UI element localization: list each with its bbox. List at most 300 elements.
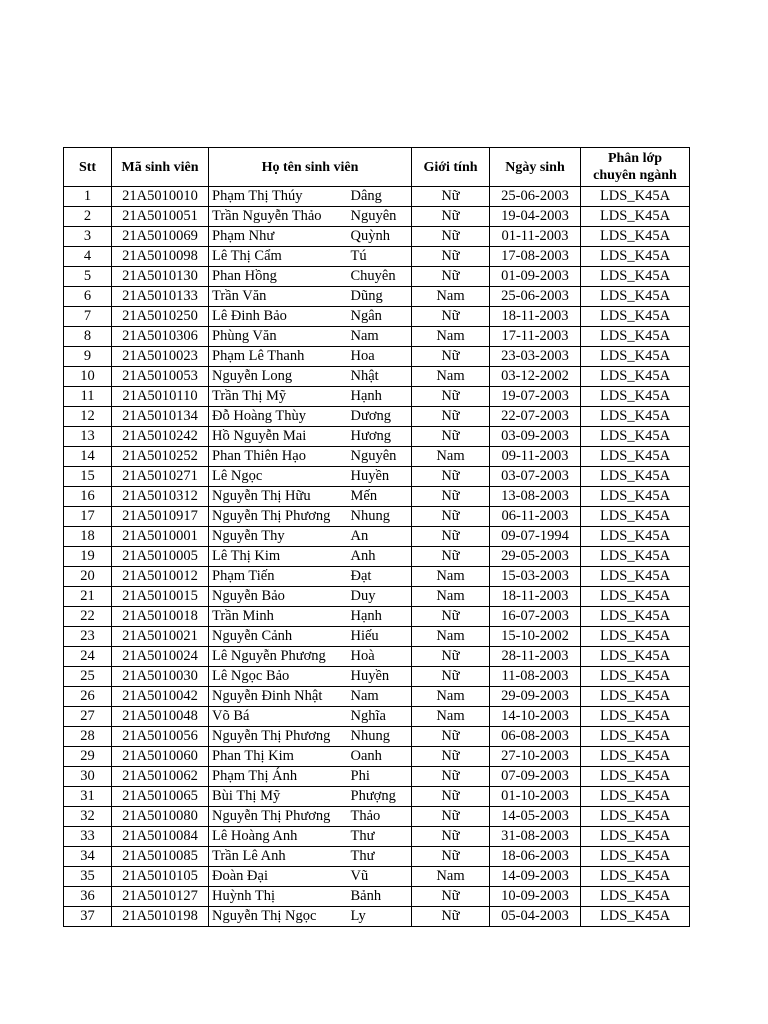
cell-birth-date: 07-09-2003 <box>490 767 581 787</box>
cell-stt: 16 <box>64 487 112 507</box>
cell-stt: 9 <box>64 347 112 367</box>
cell-student-id: 21A5010005 <box>112 547 209 567</box>
cell-birth-date: 09-07-1994 <box>490 527 581 547</box>
cell-class: LDS_K45A <box>581 527 690 547</box>
cell-first-name: Anh <box>349 547 412 567</box>
cell-birth-date: 03-12-2002 <box>490 367 581 387</box>
table-row <box>64 667 690 687</box>
cell-student-id: 21A5010051 <box>112 207 209 227</box>
cell-gender: Nữ <box>412 787 490 807</box>
cell-birth-date: 14-10-2003 <box>490 707 581 727</box>
cell-first-name: Hạnh <box>349 607 412 627</box>
cell-class: LDS_K45A <box>581 627 690 647</box>
cell-stt: 22 <box>64 607 112 627</box>
table-row <box>64 387 690 407</box>
cell-gender: Nữ <box>412 887 490 907</box>
cell-class: LDS_K45A <box>581 567 690 587</box>
cell-student-id: 21A5010021 <box>112 627 209 647</box>
cell-birth-date: 19-04-2003 <box>490 207 581 227</box>
cell-birth-date: 25-06-2003 <box>490 187 581 207</box>
table-row <box>64 787 690 807</box>
cell-last-middle-name: Lê Ngọc Bảo <box>209 667 349 687</box>
cell-gender: Nam <box>412 707 490 727</box>
cell-stt: 15 <box>64 467 112 487</box>
cell-birth-date: 10-09-2003 <box>490 887 581 907</box>
cell-birth-date: 13-08-2003 <box>490 487 581 507</box>
table-row <box>64 207 690 227</box>
cell-first-name: Huyền <box>349 467 412 487</box>
cell-first-name: Duy <box>349 587 412 607</box>
cell-last-middle-name: Trần Minh <box>209 607 349 627</box>
cell-stt: 34 <box>64 847 112 867</box>
cell-last-middle-name: Nguyễn Thị Phương <box>209 727 349 747</box>
cell-birth-date: 11-08-2003 <box>490 667 581 687</box>
cell-gender: Nữ <box>412 427 490 447</box>
cell-last-middle-name: Nguyễn Cảnh <box>209 627 349 647</box>
cell-first-name: Hạnh <box>349 387 412 407</box>
cell-first-name: Nguyên <box>349 207 412 227</box>
cell-stt: 31 <box>64 787 112 807</box>
cell-class: LDS_K45A <box>581 427 690 447</box>
table-row <box>64 587 690 607</box>
cell-birth-date: 18-11-2003 <box>490 307 581 327</box>
cell-last-middle-name: Nguyễn Thị Ngọc <box>209 907 349 927</box>
cell-first-name: Dũng <box>349 287 412 307</box>
cell-birth-date: 25-06-2003 <box>490 287 581 307</box>
cell-birth-date: 29-09-2003 <box>490 687 581 707</box>
cell-last-middle-name: Nguyễn Thy <box>209 527 349 547</box>
cell-gender: Nam <box>412 687 490 707</box>
cell-stt: 28 <box>64 727 112 747</box>
cell-last-middle-name: Phan Thiên Hạo <box>209 447 349 467</box>
cell-stt: 21 <box>64 587 112 607</box>
cell-class: LDS_K45A <box>581 807 690 827</box>
cell-class: LDS_K45A <box>581 227 690 247</box>
cell-student-id: 21A5010062 <box>112 767 209 787</box>
cell-stt: 33 <box>64 827 112 847</box>
cell-first-name: Dâng <box>349 187 412 207</box>
cell-student-id: 21A5010312 <box>112 487 209 507</box>
cell-last-middle-name: Đỗ Hoàng Thùy <box>209 407 349 427</box>
cell-student-id: 21A5010060 <box>112 747 209 767</box>
cell-first-name: Vũ <box>349 867 412 887</box>
cell-gender: Nữ <box>412 847 490 867</box>
cell-stt: 30 <box>64 767 112 787</box>
table-row <box>64 827 690 847</box>
cell-student-id: 21A5010010 <box>112 187 209 207</box>
cell-first-name: Nam <box>349 687 412 707</box>
cell-birth-date: 28-11-2003 <box>490 647 581 667</box>
table-row <box>64 507 690 527</box>
cell-birth-date: 09-11-2003 <box>490 447 581 467</box>
cell-gender: Nữ <box>412 487 490 507</box>
cell-gender: Nữ <box>412 767 490 787</box>
cell-class: LDS_K45A <box>581 647 690 667</box>
cell-student-id: 21A5010105 <box>112 867 209 887</box>
cell-last-middle-name: Lê Ngọc <box>209 467 349 487</box>
cell-birth-date: 01-11-2003 <box>490 227 581 247</box>
cell-gender: Nữ <box>412 467 490 487</box>
cell-last-middle-name: Võ Bá <box>209 707 349 727</box>
cell-last-middle-name: Hồ Nguyễn Mai <box>209 427 349 447</box>
cell-birth-date: 17-11-2003 <box>490 327 581 347</box>
cell-last-middle-name: Phạm Lê Thanh <box>209 347 349 367</box>
cell-first-name: Hoa <box>349 347 412 367</box>
cell-birth-date: 22-07-2003 <box>490 407 581 427</box>
student-table <box>63 147 690 927</box>
cell-gender: Nam <box>412 587 490 607</box>
cell-gender: Nam <box>412 867 490 887</box>
cell-student-id: 21A5010080 <box>112 807 209 827</box>
cell-stt: 7 <box>64 307 112 327</box>
cell-last-middle-name: Phạm Thị Ánh <box>209 767 349 787</box>
cell-stt: 29 <box>64 747 112 767</box>
cell-stt: 18 <box>64 527 112 547</box>
cell-birth-date: 15-10-2002 <box>490 627 581 647</box>
cell-class: LDS_K45A <box>581 267 690 287</box>
cell-stt: 25 <box>64 667 112 687</box>
cell-stt: 37 <box>64 907 112 927</box>
cell-student-id: 21A5010065 <box>112 787 209 807</box>
cell-last-middle-name: Trần Nguyễn Thảo <box>209 207 349 227</box>
cell-gender: Nữ <box>412 407 490 427</box>
table-row <box>64 867 690 887</box>
cell-first-name: Hiếu <box>349 627 412 647</box>
cell-last-middle-name: Nguyễn Thị Phương <box>209 807 349 827</box>
cell-gender: Nữ <box>412 807 490 827</box>
cell-gender: Nam <box>412 447 490 467</box>
cell-last-middle-name: Trần Văn <box>209 287 349 307</box>
cell-last-middle-name: Phùng Văn <box>209 327 349 347</box>
table-row <box>64 887 690 907</box>
cell-student-id: 21A5010056 <box>112 727 209 747</box>
cell-gender: Nữ <box>412 307 490 327</box>
cell-birth-date: 14-05-2003 <box>490 807 581 827</box>
cell-class: LDS_K45A <box>581 287 690 307</box>
cell-stt: 27 <box>64 707 112 727</box>
cell-stt: 8 <box>64 327 112 347</box>
cell-last-middle-name: Lê Hoàng Anh <box>209 827 349 847</box>
cell-class: LDS_K45A <box>581 707 690 727</box>
cell-student-id: 21A5010917 <box>112 507 209 527</box>
cell-stt: 6 <box>64 287 112 307</box>
cell-class: LDS_K45A <box>581 307 690 327</box>
table-row <box>64 287 690 307</box>
cell-birth-date: 18-11-2003 <box>490 587 581 607</box>
cell-gender: Nam <box>412 627 490 647</box>
cell-stt: 20 <box>64 567 112 587</box>
cell-student-id: 21A5010023 <box>112 347 209 367</box>
header-row <box>64 148 690 187</box>
cell-student-id: 21A5010001 <box>112 527 209 547</box>
cell-gender: Nữ <box>412 547 490 567</box>
cell-birth-date: 16-07-2003 <box>490 607 581 627</box>
cell-class: LDS_K45A <box>581 907 690 927</box>
cell-birth-date: 01-10-2003 <box>490 787 581 807</box>
cell-class: LDS_K45A <box>581 487 690 507</box>
cell-first-name: Thư <box>349 847 412 867</box>
cell-student-id: 21A5010098 <box>112 247 209 267</box>
cell-last-middle-name: Phan Thị Kim <box>209 747 349 767</box>
table-row <box>64 327 690 347</box>
table-row <box>64 727 690 747</box>
cell-class: LDS_K45A <box>581 687 690 707</box>
cell-first-name: Ngân <box>349 307 412 327</box>
table-row <box>64 527 690 547</box>
header-class-line1: Phân lớp <box>607 151 663 166</box>
header-class <box>581 148 690 187</box>
cell-gender: Nữ <box>412 727 490 747</box>
table-row <box>64 427 690 447</box>
cell-birth-date: 03-07-2003 <box>490 467 581 487</box>
cell-first-name: Bảnh <box>349 887 412 907</box>
cell-last-middle-name: Đoàn Đại <box>209 867 349 887</box>
cell-stt: 26 <box>64 687 112 707</box>
header-class-line2: chuyên ngành <box>593 168 677 183</box>
cell-stt: 2 <box>64 207 112 227</box>
table-row <box>64 447 690 467</box>
table-row <box>64 307 690 327</box>
table-row <box>64 807 690 827</box>
cell-stt: 19 <box>64 547 112 567</box>
header-full-name: Họ tên sinh viên <box>209 148 412 187</box>
cell-class: LDS_K45A <box>581 407 690 427</box>
cell-last-middle-name: Nguyễn Long <box>209 367 349 387</box>
cell-student-id: 21A5010084 <box>112 827 209 847</box>
table-row <box>64 607 690 627</box>
cell-class: LDS_K45A <box>581 387 690 407</box>
cell-stt: 10 <box>64 367 112 387</box>
cell-class: LDS_K45A <box>581 467 690 487</box>
cell-gender: Nữ <box>412 827 490 847</box>
cell-gender: Nữ <box>412 667 490 687</box>
cell-class: LDS_K45A <box>581 507 690 527</box>
cell-class: LDS_K45A <box>581 667 690 687</box>
table-row <box>64 707 690 727</box>
cell-gender: Nữ <box>412 507 490 527</box>
table-row <box>64 227 690 247</box>
cell-class: LDS_K45A <box>581 547 690 567</box>
cell-stt: 23 <box>64 627 112 647</box>
table-row <box>64 687 690 707</box>
cell-birth-date: 01-09-2003 <box>490 267 581 287</box>
cell-stt: 11 <box>64 387 112 407</box>
cell-first-name: Oanh <box>349 747 412 767</box>
cell-gender: Nữ <box>412 747 490 767</box>
cell-first-name: Nam <box>349 327 412 347</box>
table-row <box>64 567 690 587</box>
cell-student-id: 21A5010271 <box>112 467 209 487</box>
cell-student-id: 21A5010015 <box>112 587 209 607</box>
cell-student-id: 21A5010110 <box>112 387 209 407</box>
header-student-id: Mã sinh viên <box>112 148 209 187</box>
cell-gender: Nữ <box>412 907 490 927</box>
cell-first-name: Tú <box>349 247 412 267</box>
cell-birth-date: 06-08-2003 <box>490 727 581 747</box>
cell-student-id: 21A5010030 <box>112 667 209 687</box>
cell-student-id: 21A5010130 <box>112 267 209 287</box>
cell-stt: 3 <box>64 227 112 247</box>
table-row <box>64 907 690 927</box>
cell-last-middle-name: Lê Thị Cẩm <box>209 247 349 267</box>
cell-student-id: 21A5010134 <box>112 407 209 427</box>
cell-birth-date: 27-10-2003 <box>490 747 581 767</box>
cell-last-middle-name: Phạm Như <box>209 227 349 247</box>
cell-student-id: 21A5010018 <box>112 607 209 627</box>
cell-student-id: 21A5010069 <box>112 227 209 247</box>
cell-birth-date: 05-04-2003 <box>490 907 581 927</box>
table-row <box>64 407 690 427</box>
cell-first-name: Thảo <box>349 807 412 827</box>
header-stt: Stt <box>64 148 112 187</box>
cell-student-id: 21A5010250 <box>112 307 209 327</box>
cell-birth-date: 23-03-2003 <box>490 347 581 367</box>
cell-last-middle-name: Phan Hồng <box>209 267 349 287</box>
cell-first-name: Hoà <box>349 647 412 667</box>
cell-stt: 5 <box>64 267 112 287</box>
cell-gender: Nữ <box>412 267 490 287</box>
cell-first-name: Quỳnh <box>349 227 412 247</box>
cell-first-name: An <box>349 527 412 547</box>
table-row <box>64 367 690 387</box>
cell-first-name: Hương <box>349 427 412 447</box>
cell-student-id: 21A5010053 <box>112 367 209 387</box>
cell-class: LDS_K45A <box>581 247 690 267</box>
cell-class: LDS_K45A <box>581 767 690 787</box>
cell-class: LDS_K45A <box>581 787 690 807</box>
cell-first-name: Nguyên <box>349 447 412 467</box>
cell-birth-date: 15-03-2003 <box>490 567 581 587</box>
table-row <box>64 747 690 767</box>
cell-first-name: Huyền <box>349 667 412 687</box>
cell-last-middle-name: Trần Thị Mỹ <box>209 387 349 407</box>
cell-last-middle-name: Nguyễn Đinh Nhật <box>209 687 349 707</box>
table-row <box>64 847 690 867</box>
cell-birth-date: 31-08-2003 <box>490 827 581 847</box>
cell-last-middle-name: Lê Thị Kim <box>209 547 349 567</box>
cell-stt: 1 <box>64 187 112 207</box>
cell-stt: 4 <box>64 247 112 267</box>
cell-gender: Nữ <box>412 247 490 267</box>
cell-student-id: 21A5010242 <box>112 427 209 447</box>
cell-birth-date: 19-07-2003 <box>490 387 581 407</box>
cell-stt: 36 <box>64 887 112 907</box>
cell-first-name: Nhung <box>349 727 412 747</box>
cell-student-id: 21A5010198 <box>112 907 209 927</box>
cell-stt: 13 <box>64 427 112 447</box>
cell-last-middle-name: Lê Đinh Bảo <box>209 307 349 327</box>
cell-student-id: 21A5010306 <box>112 327 209 347</box>
table-row <box>64 347 690 367</box>
cell-class: LDS_K45A <box>581 327 690 347</box>
cell-gender: Nữ <box>412 207 490 227</box>
cell-gender: Nam <box>412 287 490 307</box>
cell-first-name: Dương <box>349 407 412 427</box>
cell-last-middle-name: Huỳnh Thị <box>209 887 349 907</box>
cell-class: LDS_K45A <box>581 847 690 867</box>
cell-first-name: Đạt <box>349 567 412 587</box>
table-row <box>64 467 690 487</box>
cell-class: LDS_K45A <box>581 887 690 907</box>
cell-gender: Nữ <box>412 347 490 367</box>
table-row <box>64 767 690 787</box>
cell-gender: Nam <box>412 367 490 387</box>
cell-birth-date: 14-09-2003 <box>490 867 581 887</box>
cell-student-id: 21A5010085 <box>112 847 209 867</box>
cell-student-id: 21A5010133 <box>112 287 209 307</box>
cell-student-id: 21A5010012 <box>112 567 209 587</box>
cell-class: LDS_K45A <box>581 347 690 367</box>
table-row <box>64 267 690 287</box>
cell-student-id: 21A5010024 <box>112 647 209 667</box>
table-row <box>64 647 690 667</box>
cell-gender: Nữ <box>412 647 490 667</box>
cell-stt: 24 <box>64 647 112 667</box>
cell-gender: Nam <box>412 567 490 587</box>
cell-class: LDS_K45A <box>581 867 690 887</box>
cell-class: LDS_K45A <box>581 447 690 467</box>
cell-birth-date: 18-06-2003 <box>490 847 581 867</box>
cell-stt: 17 <box>64 507 112 527</box>
cell-class: LDS_K45A <box>581 607 690 627</box>
cell-birth-date: 03-09-2003 <box>490 427 581 447</box>
cell-class: LDS_K45A <box>581 827 690 847</box>
cell-student-id: 21A5010252 <box>112 447 209 467</box>
cell-last-middle-name: Trần Lê Anh <box>209 847 349 867</box>
cell-last-middle-name: Nguyễn Bảo <box>209 587 349 607</box>
cell-student-id: 21A5010127 <box>112 887 209 907</box>
cell-stt: 12 <box>64 407 112 427</box>
cell-first-name: Thư <box>349 827 412 847</box>
cell-student-id: 21A5010048 <box>112 707 209 727</box>
cell-gender: Nữ <box>412 387 490 407</box>
cell-last-middle-name: Nguyễn Thị Phương <box>209 507 349 527</box>
cell-birth-date: 17-08-2003 <box>490 247 581 267</box>
header-birth-date: Ngày sinh <box>490 148 581 187</box>
cell-class: LDS_K45A <box>581 587 690 607</box>
cell-class: LDS_K45A <box>581 187 690 207</box>
cell-first-name: Nhung <box>349 507 412 527</box>
cell-stt: 32 <box>64 807 112 827</box>
cell-stt: 35 <box>64 867 112 887</box>
cell-birth-date: 06-11-2003 <box>490 507 581 527</box>
cell-class: LDS_K45A <box>581 727 690 747</box>
cell-last-middle-name: Phạm Tiến <box>209 567 349 587</box>
cell-student-id: 21A5010042 <box>112 687 209 707</box>
cell-first-name: Phi <box>349 767 412 787</box>
cell-gender: Nữ <box>412 607 490 627</box>
cell-gender: Nam <box>412 327 490 347</box>
cell-first-name: Nhật <box>349 367 412 387</box>
cell-class: LDS_K45A <box>581 207 690 227</box>
table-row <box>64 247 690 267</box>
table-row <box>64 187 690 207</box>
cell-stt: 14 <box>64 447 112 467</box>
cell-first-name: Ly <box>349 907 412 927</box>
cell-gender: Nữ <box>412 187 490 207</box>
cell-first-name: Phượng <box>349 787 412 807</box>
cell-first-name: Chuyên <box>349 267 412 287</box>
cell-last-middle-name: Lê Nguyễn Phương <box>209 647 349 667</box>
cell-last-middle-name: Phạm Thị Thúy <box>209 187 349 207</box>
table-row <box>64 547 690 567</box>
cell-first-name: Mến <box>349 487 412 507</box>
cell-gender: Nữ <box>412 227 490 247</box>
table-row <box>64 487 690 507</box>
cell-gender: Nữ <box>412 527 490 547</box>
cell-first-name: Nghĩa <box>349 707 412 727</box>
header-gender: Giới tính <box>412 148 490 187</box>
